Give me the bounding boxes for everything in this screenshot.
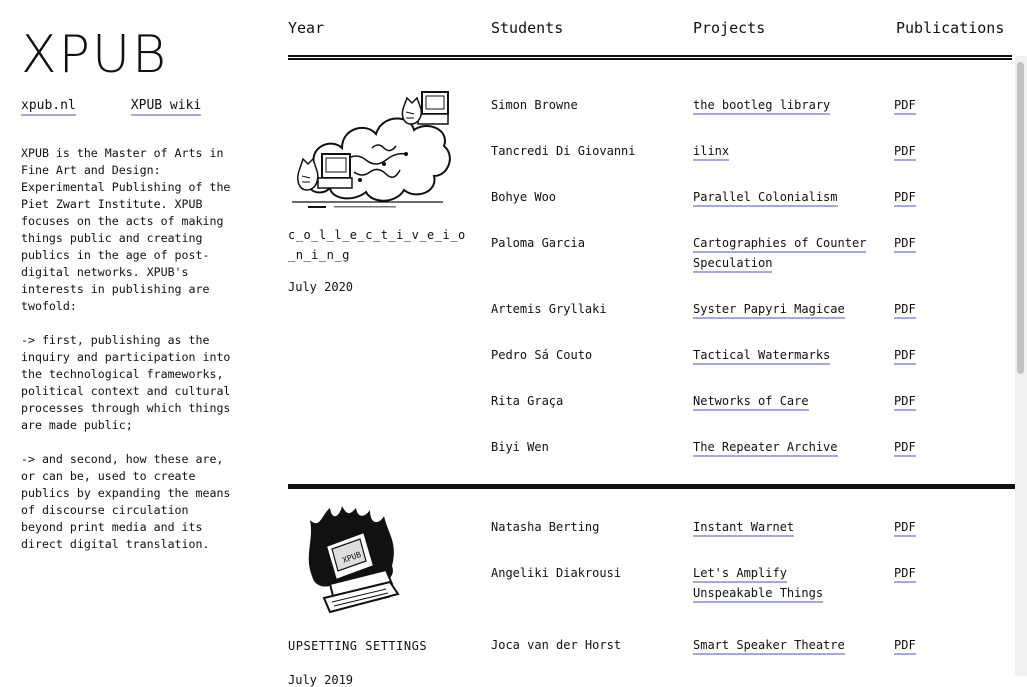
about-text — [21, 145, 231, 570]
project-link[interactable]: Let's Amplify Unspeakable Things — [693, 566, 823, 603]
project-link[interactable]: Parallel Colonialism — [693, 190, 838, 207]
student-name: Paloma Garcia — [491, 236, 585, 250]
project-link[interactable]: Syster Papyri Magicae — [693, 302, 845, 319]
xpub-site-link[interactable]: xpub.nl — [21, 98, 76, 116]
project-link[interactable]: Smart Speaker Theatre — [693, 638, 845, 655]
header-projects: Projects — [693, 19, 766, 37]
project-link[interactable]: Cartographies of Counter Speculation — [693, 236, 866, 273]
student-name: Angeliki Diakrousi — [491, 566, 622, 580]
graduation-title: UPSETTING SETTINGS — [288, 639, 428, 653]
student-name: Pedro Sá Couto — [491, 348, 593, 362]
about-paragraph: -> first, publishing as the inquiry and participation into the technological frameworks, political context and cultural processes through which things are made public; — [21, 333, 231, 432]
pdf-link[interactable]: PDF — [894, 566, 916, 583]
graduation-date: July 2019 — [288, 673, 354, 687]
student-name: Biyi Wen — [491, 440, 549, 454]
clouds-cats-computers-illustration — [288, 84, 453, 214]
pdf-link[interactable]: PDF — [894, 144, 916, 161]
about-paragraph: XPUB is the Master of Arts in Fine Art and Design: Experimental Publishing of the Piet Zwart Institute. XPUB focuses on the acts of making things public and creating publics in the age of post-digital networks. XPUB's interests in publishing are twofold: — [21, 146, 231, 313]
group-divider — [288, 484, 1015, 489]
vertical-scrollbar[interactable] — [1015, 56, 1027, 676]
pdf-link[interactable]: PDF — [894, 190, 916, 207]
project-link[interactable]: the bootleg library — [693, 98, 830, 115]
burning-computer-illustration — [300, 506, 410, 621]
student-name: Bohye Woo — [491, 190, 557, 204]
pdf-link[interactable]: PDF — [894, 520, 916, 537]
student-name: Tancredi Di Giovanni — [491, 144, 636, 158]
student-name: Joca van der Horst — [491, 638, 622, 652]
project-link[interactable]: The Repeater Archive — [693, 440, 838, 457]
project-link[interactable]: Tactical Watermarks — [693, 348, 830, 365]
project-link[interactable]: ilinx — [693, 144, 729, 161]
graduation-title: c_o_l_l_e_c_t_i_v_e_i_o_n_i_n_g — [288, 228, 466, 262]
pdf-link[interactable]: PDF — [894, 236, 916, 253]
site-logo: XPUB — [21, 25, 169, 85]
project-link[interactable]: Networks of Care — [693, 394, 809, 411]
pdf-link[interactable]: PDF — [894, 638, 916, 655]
svg-text:XPUB: XPUB — [341, 549, 363, 566]
header-publications: Publications — [896, 19, 1005, 37]
header-year: Year — [288, 19, 325, 37]
pdf-link[interactable]: PDF — [894, 440, 916, 457]
graduation-date: July 2020 — [288, 280, 354, 294]
student-name: Simon Browne — [491, 98, 578, 112]
table-header — [288, 0, 1012, 60]
pdf-link[interactable]: PDF — [894, 394, 916, 411]
scrollbar-thumb[interactable] — [1017, 62, 1024, 374]
xpub-wiki-link[interactable]: XPUB wiki — [131, 98, 201, 116]
student-name: Artemis Gryllaki — [491, 302, 607, 316]
projects-table — [288, 0, 1015, 687]
header-students: Students — [491, 19, 564, 37]
about-paragraph: -> and second, how these are, or can be, used to create publics by expanding the means of discourse circulation beyond print media and its direct digital translation. — [21, 452, 231, 551]
student-name: Rita Graça — [491, 394, 564, 408]
pdf-link[interactable]: PDF — [894, 348, 916, 365]
project-link[interactable]: Instant Warnet — [693, 520, 794, 537]
pdf-link[interactable]: PDF — [894, 302, 916, 319]
student-name: Natasha Berting — [491, 520, 600, 534]
pdf-link[interactable]: PDF — [894, 98, 916, 115]
sidebar-links — [21, 98, 201, 116]
